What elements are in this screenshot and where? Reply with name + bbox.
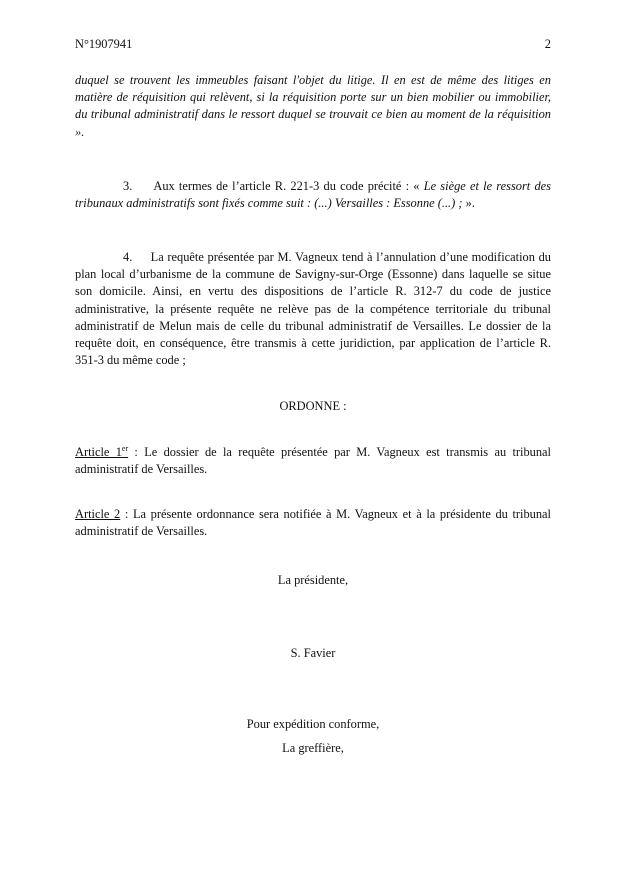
page-number: 2 [544,37,551,51]
paragraph-4 [75,249,551,369]
paragraph-number: 3. [123,179,133,193]
paragraph-text-end: ». [462,196,475,211]
article-text: La présente ordonnance sera notifiée à M. Vagneux et à la présidente du tribunal administratif de Versailles. [75,507,551,539]
continuation-paragraph: duquel se trouvent les immeubles faisant l'objet du litige. Il en est de même des litiges en matière de réquisition qui relèvent, si la réquisition porte sur un bien mobilier ou immobilier, du tribunal administratif dans le ressort duquel se trouvait ce bien au moment de la réquisition ». [75,73,551,139]
clerk-title: La greffière, [282,741,344,755]
case-number: N°1907941 [75,37,133,51]
article-text: Le dossier de la requête présentée par M. Vagneux est transmis au tribunal administratif de Versailles. [75,445,551,477]
signature-name: S. Favier [290,646,336,660]
article-superscript: er [121,443,129,453]
paragraph-number: 4. [123,250,133,264]
article-label: Article 2 [75,507,121,521]
signature-role: La présidente, [277,573,349,587]
paragraph-3 [75,178,551,212]
quoted-text: Le siège et le ressort des tribunaux administratifs sont fixés comme suit : (...) Versailles : Essonne (...) ; [75,179,551,211]
ordonne-heading: ORDONNE : [279,399,347,413]
paragraph-text: Aux termes de l’article R. 221-3 du code précité : « [153,179,424,193]
article-label: Article 1er [75,443,129,459]
article-2: Article 2 : La présente ordonnance sera notifiée à M. Vagneux et à la présidente du tribunal administratif de Versailles. [75,507,551,539]
paragraph-text: La requête présentée par M. Vagneux tend à l’annulation d’une modification du plan local d’urbanisme de la commune de Savigny-sur-Orge (Essonne) dans laquelle se situe son domicile. Ainsi, en vertu des dispositions de l’article R. 312-7 du code de justice administrative, la présente requête ne relève pas de la compétence territoriale du tribunal administratif de Melun mais de celle du tribunal administratif de Versailles. Le dossier de la requête doit, en conséquence, être transmis à cette juridiction, par application de l’article R. 351-3 du même code ; [75,250,551,368]
conformity-line: Pour expédition conforme, [246,717,380,731]
article-1: Article 1er : Le dossier de la requête présentée par M. Vagneux est transmis au tribunal administratif de Versailles. [75,443,551,477]
